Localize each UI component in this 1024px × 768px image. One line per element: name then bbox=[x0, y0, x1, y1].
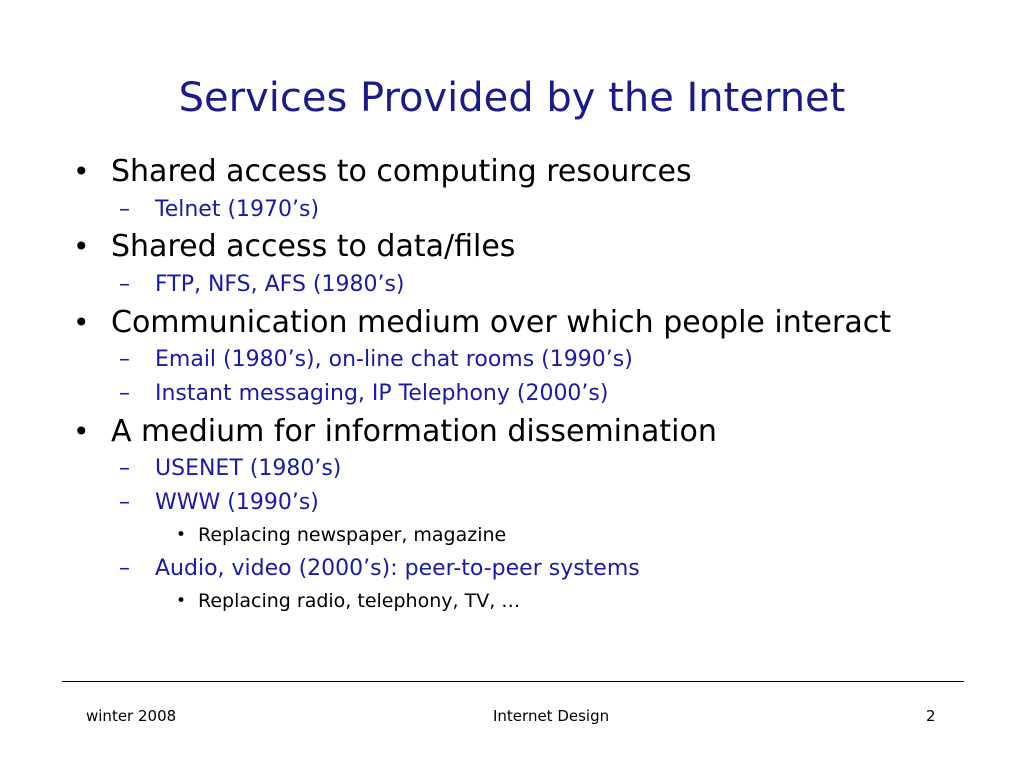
footer-title: Internet Design bbox=[493, 707, 610, 725]
bullet-marker: • bbox=[73, 230, 90, 263]
bullet-marker: • bbox=[176, 591, 187, 611]
sub-sub-bullet-text: Replacing radio, telephony, TV, … bbox=[198, 590, 521, 612]
sub-sub-bullet-text: Replacing newspaper, magazine bbox=[198, 524, 507, 546]
bullet-text: Communication medium over which people interact bbox=[111, 305, 891, 340]
sub-bullet-item bbox=[119, 455, 342, 483]
dash-marker: – bbox=[119, 456, 130, 481]
sub-bullet-text: WWW (1990’s) bbox=[155, 490, 319, 515]
bullet-marker: • bbox=[73, 415, 90, 448]
footer-date: winter 2008 bbox=[86, 707, 177, 725]
sub-sub-bullet-item bbox=[176, 523, 507, 547]
footer-divider bbox=[62, 681, 964, 682]
sub-bullet-text: Telnet (1970’s) bbox=[155, 197, 320, 222]
sub-bullet-item bbox=[119, 196, 320, 224]
bullet-item bbox=[73, 414, 717, 450]
slide-title: Services Provided by the Internet bbox=[178, 75, 846, 121]
sub-sub-bullet-item bbox=[176, 589, 521, 613]
sub-bullet-item bbox=[119, 489, 319, 517]
dash-marker: – bbox=[119, 381, 130, 406]
bullet-marker: • bbox=[73, 306, 90, 339]
sub-bullet-text: Audio, video (2000’s): peer-to-peer systems bbox=[155, 556, 640, 581]
sub-bullet-item bbox=[119, 380, 609, 408]
sub-bullet-item bbox=[119, 555, 640, 583]
dash-marker: – bbox=[119, 197, 130, 222]
dash-marker: – bbox=[119, 272, 130, 297]
sub-bullet-item bbox=[119, 271, 405, 299]
bullet-text: Shared access to data/files bbox=[111, 229, 516, 264]
sub-bullet-text: Email (1980’s), on-line chat rooms (1990’s) bbox=[155, 347, 633, 372]
bullet-item bbox=[73, 154, 692, 190]
dash-marker: – bbox=[119, 556, 130, 581]
bullet-marker: • bbox=[176, 525, 187, 545]
bullet-item bbox=[73, 305, 891, 341]
bullet-marker: • bbox=[73, 155, 90, 188]
bullet-text: A medium for information dissemination bbox=[111, 414, 717, 449]
bullet-text: Shared access to computing resources bbox=[111, 154, 692, 189]
bullet-item bbox=[73, 229, 516, 265]
sub-bullet-text: FTP, NFS, AFS (1980’s) bbox=[155, 272, 405, 297]
sub-bullet-text: USENET (1980’s) bbox=[155, 456, 342, 481]
dash-marker: – bbox=[119, 347, 130, 372]
slide-number: 2 bbox=[926, 707, 936, 725]
sub-bullet-item bbox=[119, 346, 633, 374]
dash-marker: – bbox=[119, 490, 130, 515]
sub-bullet-text: Instant messaging, IP Telephony (2000’s) bbox=[155, 381, 609, 406]
